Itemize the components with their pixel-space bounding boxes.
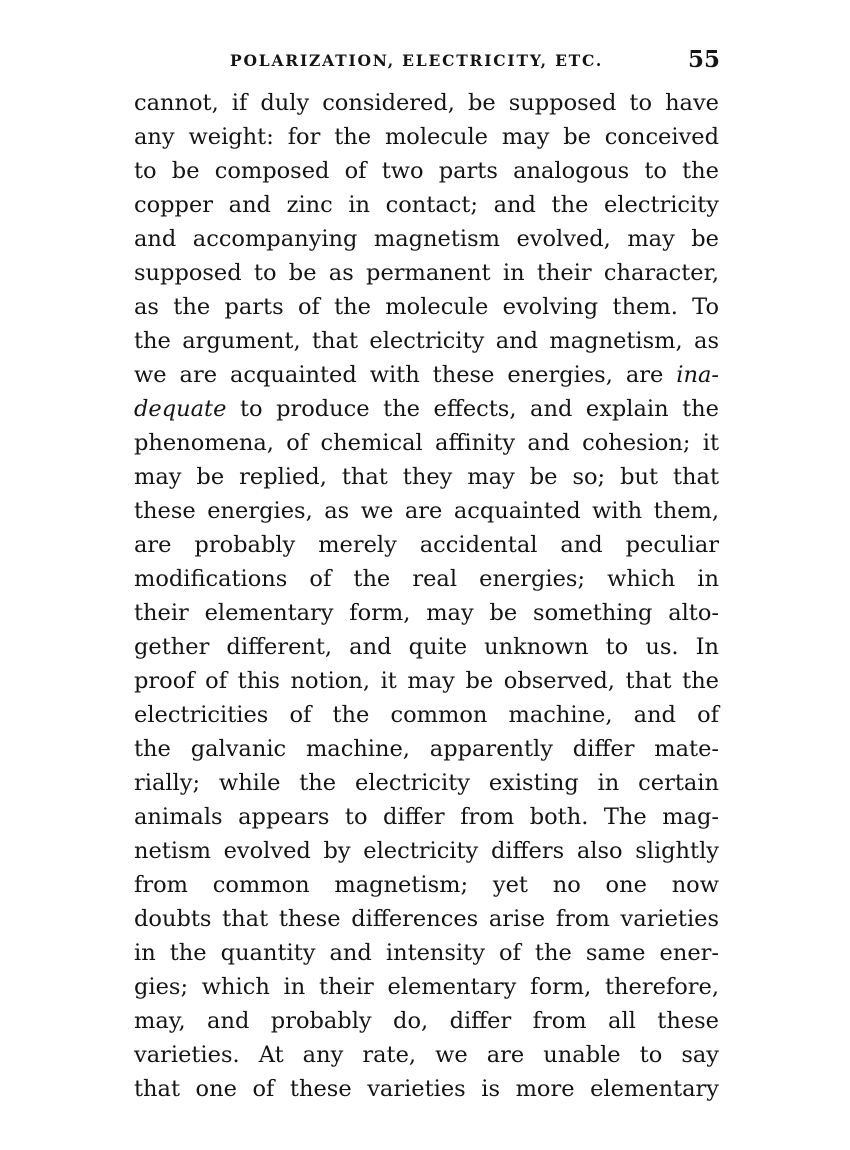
text-line: gies; which in their elementary form, therefore, (134, 974, 719, 1000)
text-line (134, 392, 719, 426)
text-line: from common magnetism; yet no one now (134, 872, 719, 898)
text-line: modifications of the real energies; which in (134, 566, 719, 592)
text-line: the argument, that electricity and magnetism, as (134, 328, 719, 354)
text-line: as the parts of the molecule evolving them. To (134, 294, 719, 320)
text-line: cannot, if duly considered, be supposed to have (134, 90, 719, 116)
text-line: electricities of the common machine, and of (134, 702, 719, 728)
text-line: the galvanic machine, apparently differ mate- (134, 736, 719, 762)
text-line: doubts that these differences arise from varieties (134, 906, 719, 932)
text-line: proof of this notion, it may be observed, that the (134, 668, 719, 694)
text-line: phenomena, of chemical affinity and cohesion; it (134, 430, 719, 456)
running-head (134, 44, 720, 78)
text-line: supposed to be as permanent in their character, (134, 260, 719, 286)
text-line: copper and zinc in contact; and the electricity (134, 192, 719, 218)
text-line: netism evolved by electricity differs also slightly (134, 838, 719, 864)
text-line (134, 358, 719, 392)
text-segment: we are acquainted with these energies, are (134, 362, 677, 388)
text-line: any weight: for the molecule may be conceived (134, 124, 719, 150)
text-line: in the quantity and intensity of the same ener- (134, 940, 719, 966)
body-text (134, 86, 719, 1106)
page-number: 55 (687, 46, 720, 73)
text-line: and accompanying magnetism evolved, may be (134, 226, 719, 252)
text-line: these energies, as we are acquainted with them, (134, 498, 719, 524)
text-line: that one of these varieties is more elementary (134, 1076, 719, 1102)
running-title: POLARIZATION, ELECTRICITY, ETC. (230, 51, 604, 70)
italic-word: dequate (134, 396, 227, 422)
text-line: may, and probably do, differ from all these (134, 1008, 719, 1034)
text-line: rially; while the electricity existing in certain (134, 770, 719, 796)
text-line: varieties. At any rate, we are unable to say (134, 1042, 719, 1068)
text-line: to be composed of two parts analogous to the (134, 158, 719, 184)
text-line: animals appears to differ from both. The mag- (134, 804, 719, 830)
text-line: are probably merely accidental and peculiar (134, 532, 719, 558)
text-line: gether different, and quite unknown to us. In (134, 634, 719, 660)
text-line: their elementary form, may be something alto- (134, 600, 719, 626)
text-segment: to produce the effects, and explain the (226, 396, 719, 422)
text-line: may be replied, that they may be so; but that (134, 464, 719, 490)
italic-word: ina- (676, 362, 719, 388)
